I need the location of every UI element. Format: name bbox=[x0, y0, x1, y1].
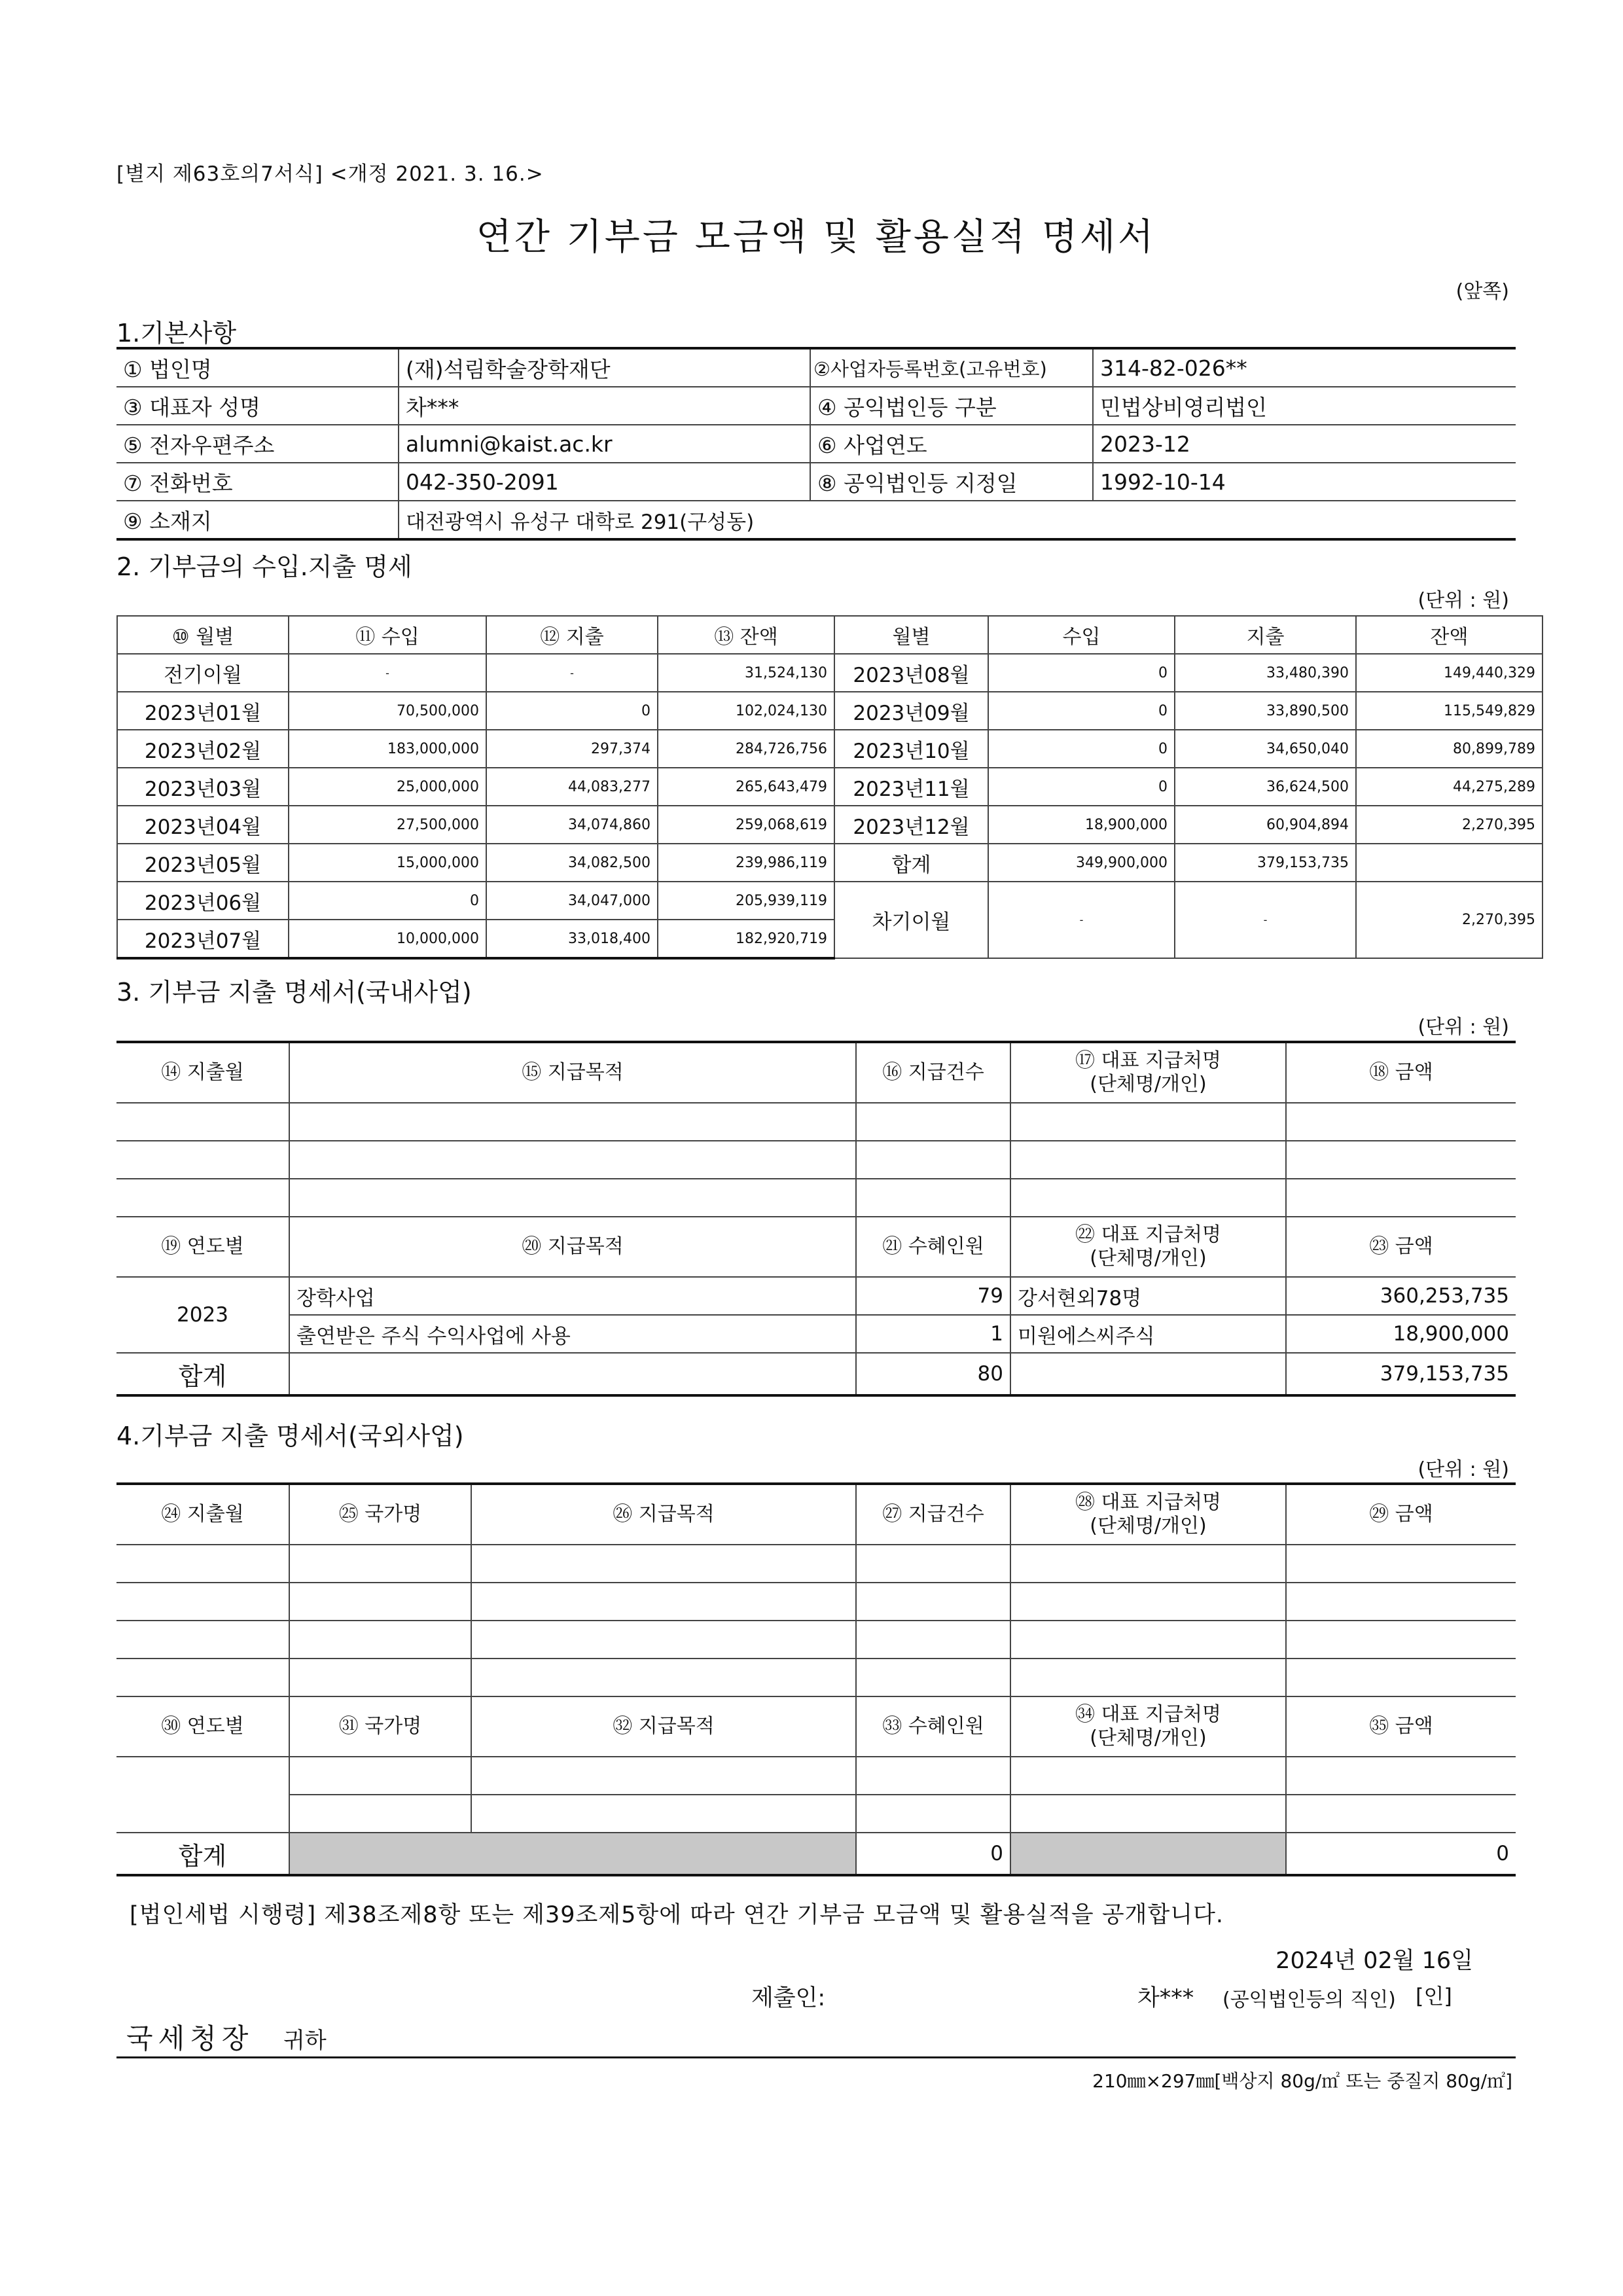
empty-cell bbox=[289, 1545, 471, 1583]
count-cell: 79 bbox=[856, 1277, 1010, 1315]
total-amount: 0 bbox=[1286, 1833, 1516, 1875]
table-header-row bbox=[116, 1042, 1516, 1103]
empty-cell bbox=[1286, 1757, 1516, 1795]
seal-mark: [인] bbox=[1416, 1984, 1452, 2009]
amount-cell: 18,900,000 bbox=[1286, 1315, 1516, 1353]
empty-cell bbox=[856, 1179, 1010, 1217]
table-row bbox=[116, 1757, 1516, 1795]
empty-cell bbox=[1286, 1621, 1516, 1659]
empty-cell bbox=[856, 1795, 1010, 1833]
balance-cell: 239,986,119 bbox=[658, 844, 834, 882]
header-amount: ⑱ 금액 bbox=[1286, 1042, 1516, 1103]
empty-cell bbox=[471, 1659, 856, 1696]
month-cell: 2023년04월 bbox=[117, 806, 289, 844]
header-beneficiaries: ㉝ 수혜인원 bbox=[856, 1696, 1010, 1757]
expense-cell: 0 bbox=[486, 692, 658, 730]
paper-spec: 210㎜×297㎜[백상지 80g/㎡ 또는 중질지 80g/㎡] bbox=[1092, 2070, 1512, 2092]
header-payee bbox=[1010, 1484, 1286, 1545]
empty-cell bbox=[471, 1545, 856, 1583]
total-label: 합계 bbox=[116, 1353, 289, 1395]
empty-cell bbox=[856, 1659, 1010, 1696]
basic-info-row bbox=[116, 463, 1516, 501]
header-purpose: ⑳ 지급목적 bbox=[289, 1217, 856, 1277]
header-amount: ㉙ 금액 bbox=[1286, 1484, 1516, 1545]
month-cell: 2023년10월 bbox=[834, 730, 988, 768]
empty-cell bbox=[1286, 1103, 1516, 1141]
section4-unit: (단위 : 원) bbox=[1418, 1458, 1509, 1481]
balance-cell: 102,024,130 bbox=[658, 692, 834, 730]
corp-name-value: (재)석림학술장학재단 bbox=[399, 348, 810, 387]
empty-cell bbox=[1286, 1179, 1516, 1217]
income-cell: 183,000,000 bbox=[289, 730, 486, 768]
amount-cell: 360,253,735 bbox=[1286, 1277, 1516, 1315]
empty-cell bbox=[289, 1179, 856, 1217]
purpose-cell: 출연받은 주식 수익사업에 사용 bbox=[289, 1315, 856, 1353]
basic-info-row bbox=[116, 348, 1516, 387]
income-cell: 15,000,000 bbox=[289, 844, 486, 882]
empty-cell bbox=[116, 1141, 289, 1179]
empty-cell bbox=[289, 1757, 471, 1795]
fiscal-year-value: 2023-12 bbox=[1093, 425, 1516, 463]
month-cell: 2023년03월 bbox=[117, 768, 289, 806]
table-row bbox=[117, 692, 1543, 730]
total-count: 80 bbox=[856, 1353, 1010, 1395]
empty-cell bbox=[1010, 1757, 1286, 1795]
table-row bbox=[117, 654, 1543, 692]
header-expense: 지출 bbox=[1175, 616, 1356, 654]
section1-heading: 1.기본사항 bbox=[116, 319, 237, 348]
total-label: 합계 bbox=[834, 844, 988, 882]
header-payee-line2: (단체명/개인) bbox=[1090, 1515, 1207, 1537]
empty-cell bbox=[116, 1103, 289, 1141]
income-cell: 27,500,000 bbox=[289, 806, 486, 844]
submitter-label: 제출인: bbox=[751, 1985, 826, 2011]
phone-label: ⑦ 전화번호 bbox=[116, 463, 399, 501]
table-row bbox=[116, 1315, 1516, 1353]
expense-cell: 44,083,277 bbox=[486, 768, 658, 806]
business-number-value: 314-82-026** bbox=[1093, 348, 1516, 387]
income-cell: 0 bbox=[988, 768, 1175, 806]
business-number-label: ②사업자등록번호(고유번호) bbox=[810, 348, 1093, 387]
total-income: 349,900,000 bbox=[988, 844, 1175, 882]
month-cell: 2023년06월 bbox=[117, 882, 289, 920]
table-row bbox=[116, 1583, 1516, 1621]
empty-cell bbox=[289, 1353, 856, 1395]
empty-cell bbox=[1286, 1141, 1516, 1179]
section2-unit: (단위 : 원) bbox=[1418, 589, 1509, 612]
empty-cell bbox=[856, 1621, 1010, 1659]
header-payee-line1: ㉞ 대표 지급처명 bbox=[1075, 1703, 1221, 1726]
submitter-role: (공익법인등의 직인) bbox=[1222, 1988, 1396, 2011]
basic-info-row bbox=[116, 501, 1516, 539]
basic-info-table bbox=[116, 347, 1516, 541]
empty-cell bbox=[856, 1757, 1010, 1795]
empty-cell bbox=[289, 1583, 471, 1621]
domestic-expense-table bbox=[116, 1041, 1516, 1397]
bottom-divider bbox=[116, 2056, 1516, 2058]
income-cell: 70,500,000 bbox=[289, 692, 486, 730]
empty-cell bbox=[289, 1795, 471, 1833]
expense-cell: 33,890,500 bbox=[1175, 692, 1356, 730]
year-cell: 2023 bbox=[116, 1277, 289, 1353]
empty-cell bbox=[116, 1583, 289, 1621]
purpose-cell: 장학사업 bbox=[289, 1277, 856, 1315]
empty-cell bbox=[289, 1141, 856, 1179]
empty-cell bbox=[856, 1141, 1010, 1179]
carry-forward-income: - bbox=[988, 882, 1175, 958]
income-expense-table bbox=[116, 615, 1543, 960]
table-row bbox=[117, 730, 1543, 768]
section2-heading: 2. 기부금의 수입.지출 명세 bbox=[116, 552, 412, 581]
total-label: 합계 bbox=[116, 1833, 289, 1875]
header-country: ㉕ 국가명 bbox=[289, 1484, 471, 1545]
empty-cell bbox=[1010, 1583, 1286, 1621]
header-payee-line1: ㉒ 대표 지급처명 bbox=[1075, 1223, 1221, 1246]
table-row bbox=[116, 1141, 1516, 1179]
payee-cell: 강서현외78명 bbox=[1010, 1277, 1286, 1315]
balance-cell: 80,899,789 bbox=[1356, 730, 1543, 768]
address-label: ⑨ 소재지 bbox=[116, 501, 399, 539]
submission-date: 2024년 02월 16일 bbox=[1275, 1948, 1473, 1974]
carry-forward-expense: - bbox=[1175, 882, 1356, 958]
balance-cell: 149,440,329 bbox=[1356, 654, 1543, 692]
table-row bbox=[117, 806, 1543, 844]
empty-cell bbox=[1010, 1103, 1286, 1141]
fiscal-year-label: ⑥ 사업연도 bbox=[810, 425, 1093, 463]
header-month: 월별 bbox=[834, 616, 988, 654]
empty-cell bbox=[1010, 1353, 1286, 1395]
income-cell: 10,000,000 bbox=[289, 920, 486, 958]
shaded-cell bbox=[1010, 1833, 1286, 1875]
addressee: 국세청장 bbox=[126, 2022, 254, 2054]
expense-cell: 36,624,500 bbox=[1175, 768, 1356, 806]
month-cell: 2023년01월 bbox=[117, 692, 289, 730]
table-row bbox=[116, 1545, 1516, 1583]
balance-cell: 2,270,395 bbox=[1356, 806, 1543, 844]
email-label: ⑤ 전자우편주소 bbox=[116, 425, 399, 463]
carry-forward-label: 차기이월 bbox=[834, 882, 988, 958]
header-month: ⑩ 월별 bbox=[117, 616, 289, 654]
income-cell: 0 bbox=[988, 730, 1175, 768]
empty-cell bbox=[1286, 1545, 1516, 1583]
month-cell: 전기이월 bbox=[117, 654, 289, 692]
header-payee-line2: (단체명/개인) bbox=[1090, 1247, 1207, 1270]
count-cell: 1 bbox=[856, 1315, 1010, 1353]
header-expense-month: ⑭ 지출월 bbox=[116, 1042, 289, 1103]
empty-cell bbox=[856, 1583, 1010, 1621]
empty-cell bbox=[1286, 1583, 1516, 1621]
header-payee bbox=[1010, 1696, 1286, 1757]
empty-cell bbox=[289, 1659, 471, 1696]
table-row bbox=[116, 1621, 1516, 1659]
empty-cell bbox=[471, 1583, 856, 1621]
front-page-label: (앞쪽) bbox=[1455, 280, 1509, 303]
corp-name-label: ① 법인명 bbox=[116, 348, 399, 387]
table-row bbox=[117, 844, 1543, 882]
empty-cell bbox=[1010, 1179, 1286, 1217]
income-cell: 25,000,000 bbox=[289, 768, 486, 806]
month-cell: 2023년05월 bbox=[117, 844, 289, 882]
empty-cell bbox=[116, 1659, 289, 1696]
empty-cell bbox=[856, 1545, 1010, 1583]
empty-cell bbox=[1010, 1545, 1286, 1583]
header-purpose: ㉖ 지급목적 bbox=[471, 1484, 856, 1545]
empty-cell bbox=[289, 1621, 471, 1659]
table-header-row bbox=[117, 616, 1543, 654]
corp-type-label: ④ 공익법인등 구분 bbox=[810, 387, 1093, 425]
month-cell: 2023년07월 bbox=[117, 920, 289, 958]
table-row bbox=[116, 1103, 1516, 1141]
header-count: ㉗ 지급건수 bbox=[856, 1484, 1010, 1545]
empty-cell bbox=[471, 1757, 856, 1795]
expense-cell: 34,047,000 bbox=[486, 882, 658, 920]
header-payee-line2: (단체명/개인) bbox=[1090, 1727, 1207, 1749]
table-row bbox=[116, 1179, 1516, 1217]
empty-cell bbox=[471, 1795, 856, 1833]
empty-cell bbox=[1286, 1659, 1516, 1696]
balance-cell: 115,549,829 bbox=[1356, 692, 1543, 730]
expense-cell: - bbox=[486, 654, 658, 692]
header-payee-line2: (단체명/개인) bbox=[1090, 1073, 1207, 1096]
year-cell bbox=[116, 1757, 289, 1833]
expense-cell: 33,480,390 bbox=[1175, 654, 1356, 692]
header-year: ㉚ 연도별 bbox=[116, 1696, 289, 1757]
empty-cell bbox=[116, 1621, 289, 1659]
income-cell: 18,900,000 bbox=[988, 806, 1175, 844]
header-income: ⑪ 수입 bbox=[289, 616, 486, 654]
income-cell: 0 bbox=[988, 692, 1175, 730]
month-cell: 2023년02월 bbox=[117, 730, 289, 768]
table-row bbox=[117, 882, 1543, 920]
total-count: 0 bbox=[856, 1833, 1010, 1875]
designation-date-value: 1992-10-14 bbox=[1093, 463, 1516, 501]
empty-cell bbox=[1010, 1141, 1286, 1179]
header-year: ⑲ 연도별 bbox=[116, 1217, 289, 1277]
header-payee-line1: ㉘ 대표 지급처명 bbox=[1075, 1491, 1221, 1514]
payee-cell: 미원에스씨주식 bbox=[1010, 1315, 1286, 1353]
address-value: 대전광역시 유성구 대학로 291(구성동) bbox=[399, 501, 1516, 539]
balance-cell: 259,068,619 bbox=[658, 806, 834, 844]
header-expense: ⑫ 지출 bbox=[486, 616, 658, 654]
header-balance: 잔액 bbox=[1356, 616, 1543, 654]
table-row bbox=[116, 1277, 1516, 1315]
empty-cell bbox=[1010, 1795, 1286, 1833]
empty-cell bbox=[1010, 1621, 1286, 1659]
empty-cell bbox=[289, 1103, 856, 1141]
total-expense: 379,153,735 bbox=[1175, 844, 1356, 882]
empty-cell bbox=[116, 1179, 289, 1217]
header-country: ㉛ 국가명 bbox=[289, 1696, 471, 1757]
table-row bbox=[117, 768, 1543, 806]
carry-forward-balance: 2,270,395 bbox=[1356, 882, 1543, 958]
empty-cell bbox=[1010, 1659, 1286, 1696]
header-amount: ㉓ 금액 bbox=[1286, 1217, 1516, 1277]
month-cell: 2023년09월 bbox=[834, 692, 988, 730]
header-count: ⑯ 지급건수 bbox=[856, 1042, 1010, 1103]
section3-unit: (단위 : 원) bbox=[1418, 1016, 1509, 1039]
expense-cell: 297,374 bbox=[486, 730, 658, 768]
disclosure-statement: [법인세법 시행령] 제38조제8항 또는 제39조제5항에 따라 연간 기부금 모금액 및 활용실적을 공개합니다. bbox=[130, 1902, 1224, 1928]
header-payee bbox=[1010, 1217, 1286, 1277]
section3-heading: 3. 기부금 지출 명세서(국내사업) bbox=[116, 978, 472, 1007]
header-income: 수입 bbox=[988, 616, 1175, 654]
basic-info-row bbox=[116, 387, 1516, 425]
phone-value: 042-350-2091 bbox=[399, 463, 810, 501]
balance-cell: 205,939,119 bbox=[658, 882, 834, 920]
header-purpose: ㉜ 지급목적 bbox=[471, 1696, 856, 1757]
empty-cell bbox=[471, 1621, 856, 1659]
expense-cell: 33,018,400 bbox=[486, 920, 658, 958]
balance-cell: 31,524,130 bbox=[658, 654, 834, 692]
empty-cell bbox=[116, 1545, 289, 1583]
income-cell: - bbox=[289, 654, 486, 692]
expense-cell: 34,650,040 bbox=[1175, 730, 1356, 768]
total-row bbox=[116, 1353, 1516, 1395]
balance-cell: 265,643,479 bbox=[658, 768, 834, 806]
balance-cell: 182,920,719 bbox=[658, 920, 834, 958]
total-row bbox=[116, 1833, 1516, 1875]
header-payee bbox=[1010, 1042, 1286, 1103]
honorific: 귀하 bbox=[283, 2028, 327, 2054]
income-cell: 0 bbox=[289, 882, 486, 920]
document-title: 연간 기부금 모금액 및 활용실적 명세서 bbox=[476, 216, 1156, 259]
table-header-row bbox=[116, 1696, 1516, 1757]
empty-cell bbox=[856, 1103, 1010, 1141]
balance-cell: 44,275,289 bbox=[1356, 768, 1543, 806]
empty-cell bbox=[1286, 1795, 1516, 1833]
basic-info-row bbox=[116, 425, 1516, 463]
email-value: alumni@kaist.ac.kr bbox=[399, 425, 810, 463]
representative-value: 차*** bbox=[399, 387, 810, 425]
balance-cell: 284,726,756 bbox=[658, 730, 834, 768]
table-header-row bbox=[116, 1484, 1516, 1545]
total-amount: 379,153,735 bbox=[1286, 1353, 1516, 1395]
section4-heading: 4.기부금 지출 명세서(국외사업) bbox=[116, 1422, 464, 1450]
header-expense-month: ㉔ 지출월 bbox=[116, 1484, 289, 1545]
corp-type-value: 민법상비영리법인 bbox=[1093, 387, 1516, 425]
month-cell: 2023년11월 bbox=[834, 768, 988, 806]
income-cell: 0 bbox=[988, 654, 1175, 692]
table-row bbox=[116, 1659, 1516, 1696]
table-row bbox=[116, 1795, 1516, 1833]
total-balance bbox=[1356, 844, 1543, 882]
expense-cell: 60,904,894 bbox=[1175, 806, 1356, 844]
overseas-expense-table bbox=[116, 1482, 1516, 1876]
submitter-name: 차*** bbox=[1137, 1985, 1194, 2011]
expense-cell: 34,082,500 bbox=[486, 844, 658, 882]
header-amount: ㉟ 금액 bbox=[1286, 1696, 1516, 1757]
representative-label: ③ 대표자 성명 bbox=[116, 387, 399, 425]
month-cell: 2023년08월 bbox=[834, 654, 988, 692]
header-beneficiaries: ㉑ 수혜인원 bbox=[856, 1217, 1010, 1277]
designation-date-label: ⑧ 공익법인등 지정일 bbox=[810, 463, 1093, 501]
expense-cell: 34,074,860 bbox=[486, 806, 658, 844]
table-header-row bbox=[116, 1217, 1516, 1277]
form-identifier: [별지 제63호의7서식] <개정 2021. 3. 16.> bbox=[116, 162, 544, 186]
header-balance: ⑬ 잔액 bbox=[658, 616, 834, 654]
month-cell: 2023년12월 bbox=[834, 806, 988, 844]
header-payee-line1: ⑰ 대표 지급처명 bbox=[1075, 1049, 1221, 1072]
shaded-cell bbox=[289, 1833, 856, 1875]
header-purpose: ⑮ 지급목적 bbox=[289, 1042, 856, 1103]
